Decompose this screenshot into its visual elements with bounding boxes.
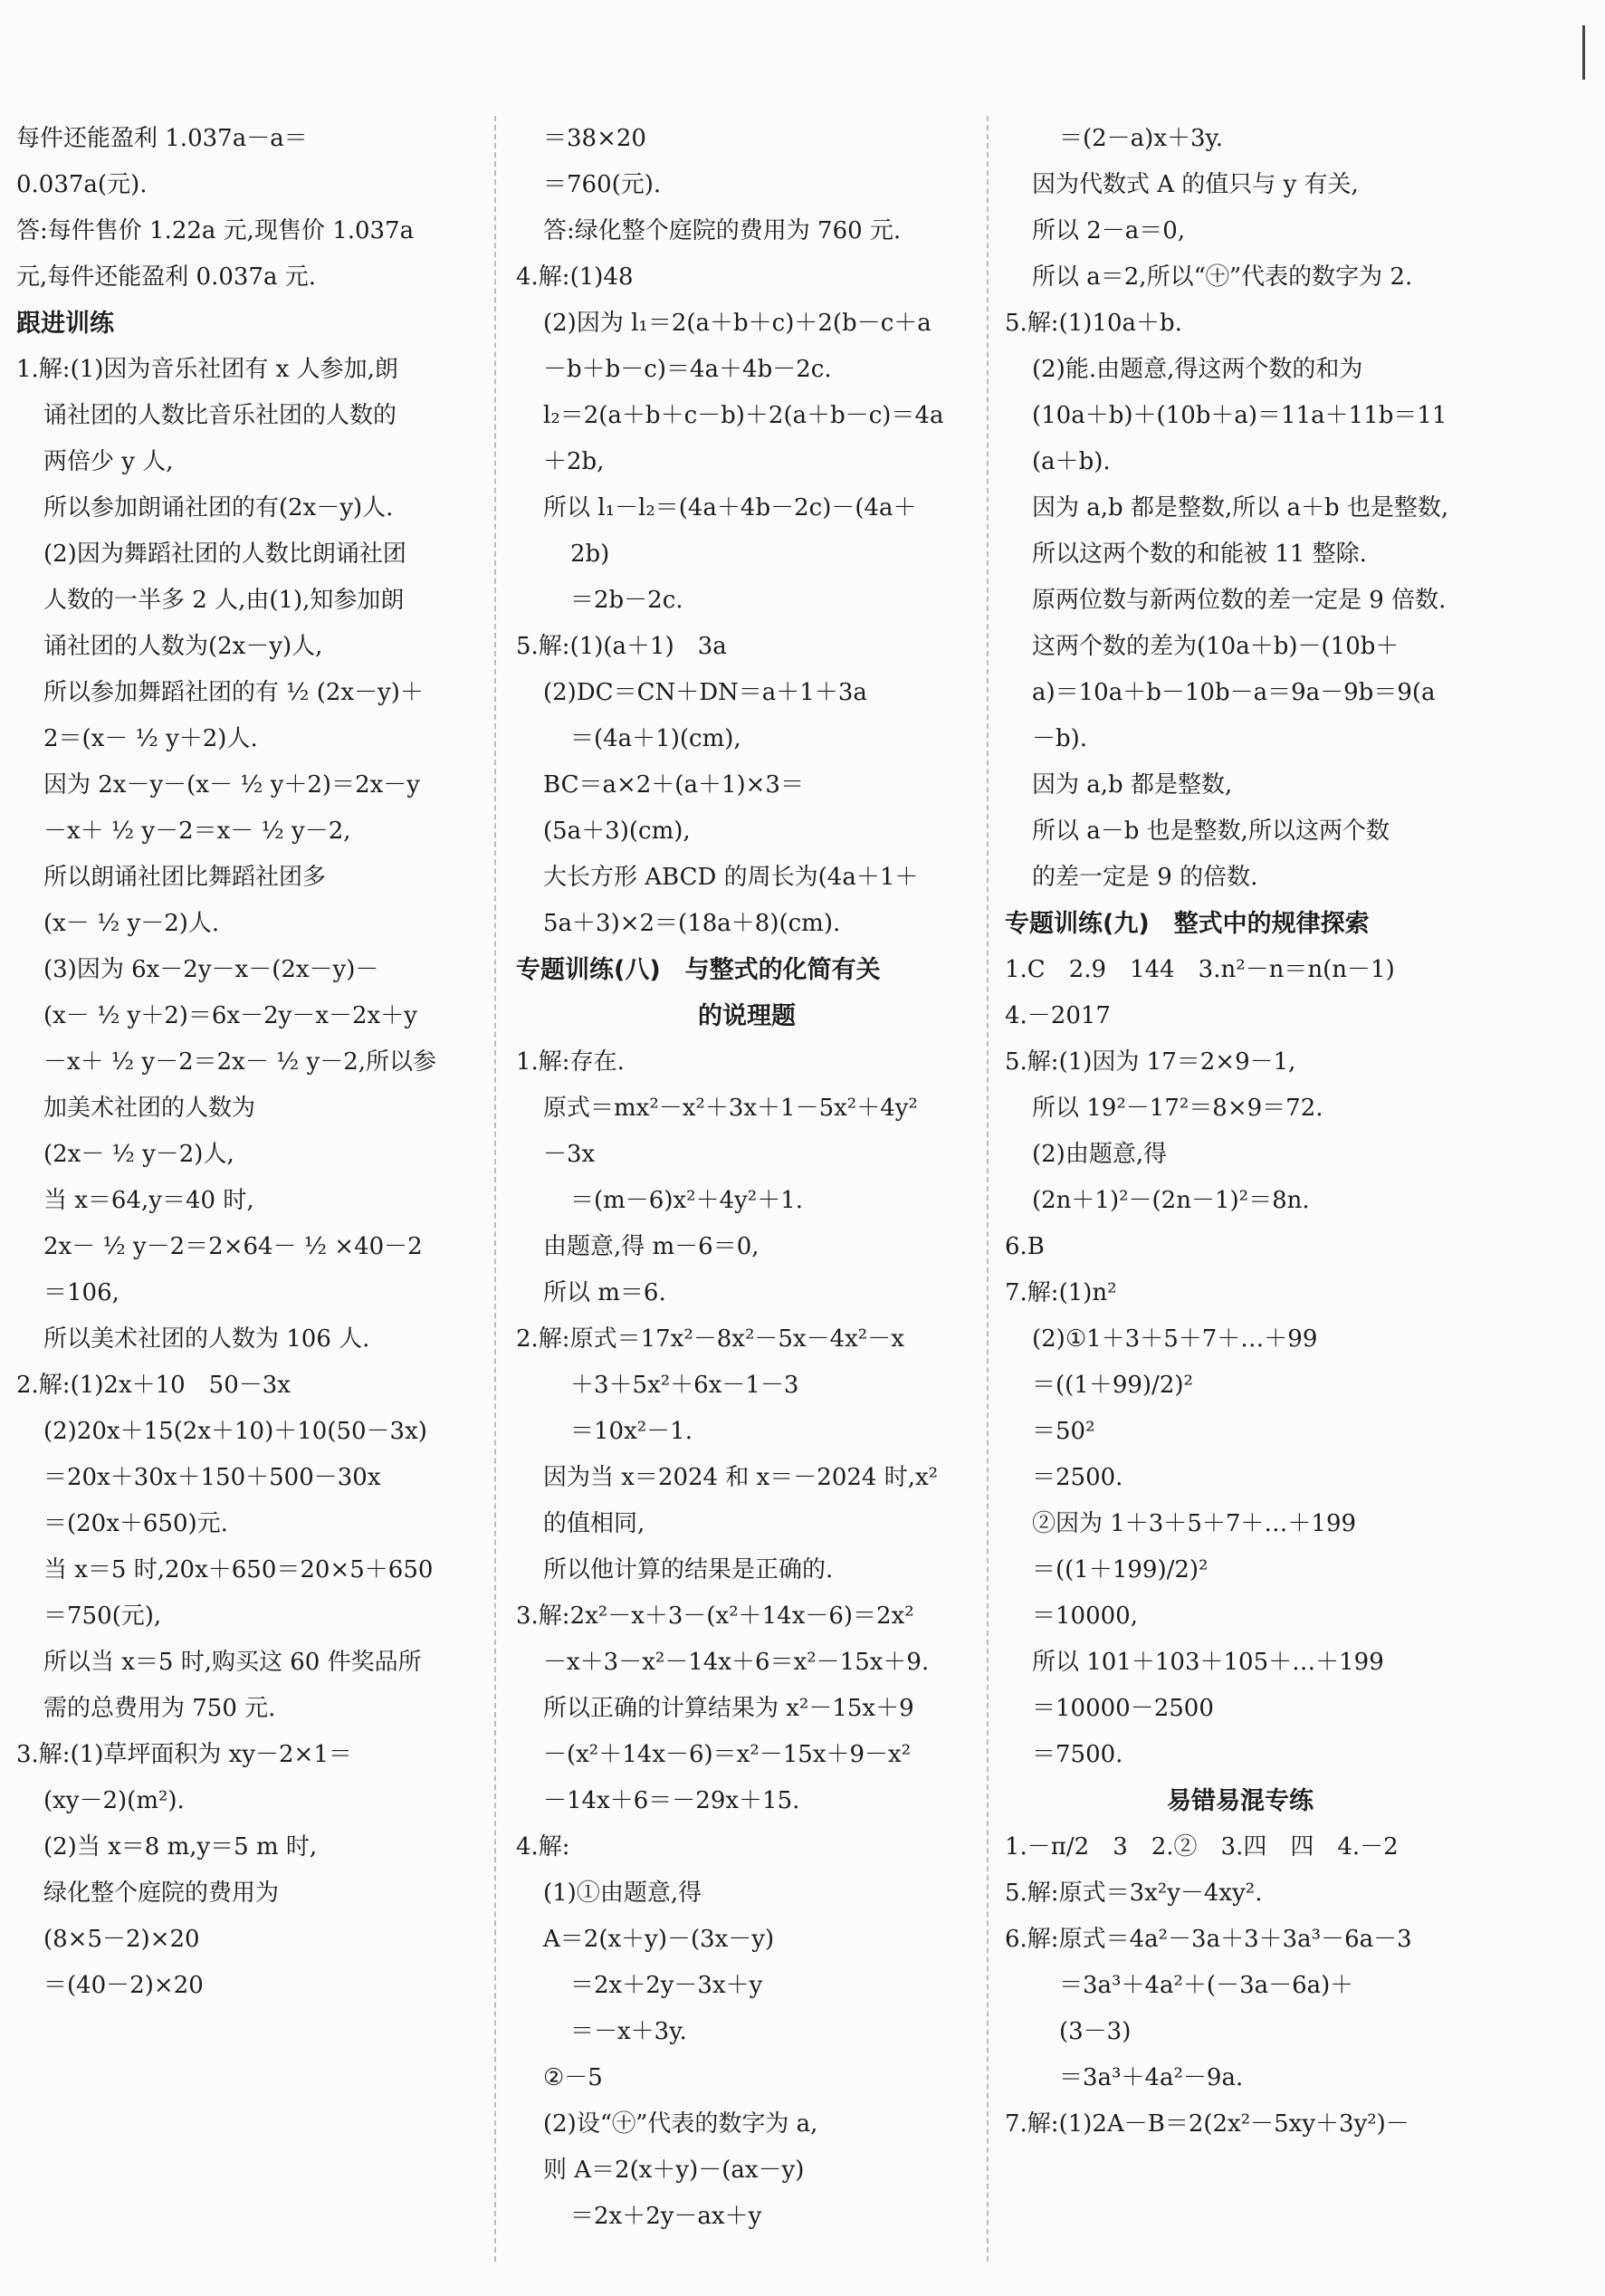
section-heading: 的说理题	[698, 1002, 796, 1030]
text-line: (x－ ½ y－2)人.	[43, 910, 220, 937]
text-line: 1.－π/2 3 2.② 3.四 四 4.－2	[1005, 1833, 1399, 1861]
text-line: (2n＋1)²－(2n－1)²＝8n.	[1032, 1187, 1310, 1214]
section-heading: 跟进训练	[16, 310, 114, 338]
text-line: －x＋3－x²－14x＋6＝x²－15x＋9.	[543, 1649, 930, 1676]
text-line: 2b)	[570, 541, 610, 568]
text-line: 因为 a,b 都是整数,	[1032, 771, 1233, 799]
text-line: l₂＝2(a＋b＋c－b)＋2(a＋b－c)＝4a	[543, 402, 944, 429]
text-line: ＝(m－6)x²＋4y²＋1.	[570, 1187, 804, 1214]
text-line: (1)①由题意,得	[543, 1880, 702, 1907]
text-line: －3x	[543, 1141, 596, 1168]
text-line: 所以他计算的结果是正确的.	[543, 1556, 834, 1583]
text-line: 1.C 2.9 144 3.n²－n＝n(n－1)	[1005, 956, 1395, 983]
text-line: ＝3a³＋4a²＋(－3a－6a)＋	[1059, 1972, 1354, 1999]
text-line: ＝38×20	[543, 125, 646, 152]
text-line: (2)当 x＝8 m,y＝5 m 时,	[43, 1833, 318, 1861]
text-line: 1.解:(1)因为音乐社团有 x 人参加,朗	[16, 356, 398, 383]
text-line: ＝(20x＋650)元.	[43, 1510, 228, 1537]
text-line: ＝106,	[43, 1279, 119, 1306]
text-line: (3－3)	[1059, 2018, 1132, 2045]
text-line: 0.037a(元).	[16, 171, 148, 198]
text-line: ＝2500.	[1032, 1464, 1123, 1491]
text-line: 3.解:2x²－x＋3－(x²＋14x－6)＝2x²	[516, 1602, 914, 1630]
text-line: ＋2b,	[543, 448, 605, 475]
text-line: ＝2x＋2y－ax＋y	[570, 2203, 762, 2230]
text-line: 人数的一半多 2 人,由(1),知参加朗	[43, 587, 405, 614]
text-line: ＝((1＋199)/2)²	[1032, 1556, 1209, 1583]
text-line: 所以 m＝6.	[543, 1279, 666, 1306]
text-line: 6.B	[1005, 1233, 1045, 1260]
text-line: 所以 l₁－l₂＝(4a＋4b－2c)－(4a＋	[543, 494, 917, 521]
text-line: 所以 19²－17²＝8×9＝72.	[1032, 1095, 1323, 1122]
text-line: －b＋b－c)＝4a＋4b－2c.	[543, 356, 832, 383]
text-line: 当 x＝64,y＝40 时,	[43, 1187, 254, 1214]
text-line: ＝2b－2c.	[570, 587, 683, 614]
text-line: (2)因为舞蹈社团的人数比朗诵社团	[43, 541, 406, 568]
section-heading: 易错易混专练	[1167, 1787, 1314, 1815]
text-line: 所以 2－a＝0,	[1032, 217, 1186, 244]
text-line: 6.解:原式＝4a²－3a＋3＋3a³－6a－3	[1005, 1926, 1412, 1953]
text-line: 2.解:原式＝17x²－8x²－5x－4x²－x	[516, 1325, 904, 1353]
column-1	[16, 116, 478, 2009]
text-line: 4.－2017	[1005, 1002, 1111, 1029]
text-line: (x－ ½ y＋2)＝6x－2y－x－2x＋y	[43, 1002, 417, 1029]
text-line: 答:绿化整个庭院的费用为 760 元.	[543, 217, 902, 244]
text-line: 所以这两个数的和能被 11 整除.	[1032, 541, 1367, 568]
text-line: (2)能.由题意,得这两个数的和为	[1032, 356, 1363, 383]
text-line: ＝7500.	[1032, 1741, 1123, 1768]
text-line: ＝2x＋2y－3x＋y	[570, 1972, 763, 1999]
text-line: 这两个数的差为(10a＋b)－(10b＋	[1032, 633, 1400, 660]
text-line: 诵社团的人数为(2x－y)人,	[43, 633, 323, 660]
text-line: 所以朗诵社团比舞蹈社团多	[43, 864, 327, 891]
text-line: (2)由题意,得	[1032, 1141, 1168, 1168]
text-line: 5.解:(1)因为 17＝2×9－1,	[1005, 1048, 1296, 1076]
text-line: 所以 101＋103＋105＋…＋199	[1032, 1649, 1384, 1676]
text-line: (2)20x＋15(2x＋10)＋10(50－3x)	[43, 1418, 427, 1445]
text-line: (2)因为 l₁＝2(a＋b＋c)＋2(b－c＋a	[543, 310, 931, 337]
text-line: (2)设“㊉”代表的数字为 a,	[543, 2110, 818, 2138]
text-line: 由题意,得 m－6＝0,	[543, 1233, 760, 1260]
text-line: 5.解:(1)(a＋1) 3a	[516, 633, 727, 660]
text-line: (2)①1＋3＋5＋7＋…＋99	[1032, 1325, 1318, 1353]
text-line: (2)DC＝CN＋DN＝a＋1＋3a	[543, 679, 867, 706]
page-edge-mark	[1582, 25, 1585, 80]
text-line: 答:每件售价 1.22a 元,现售价 1.037a	[16, 217, 415, 244]
text-line: ＋3＋5x²＋6x－1－3	[570, 1372, 799, 1399]
text-line: ＝((1＋99)/2)²	[1032, 1372, 1193, 1399]
text-line: 所以参加朗诵社团的有(2x－y)人.	[43, 494, 394, 521]
text-line: 绿化整个庭院的费用为	[43, 1880, 280, 1907]
text-line: 因为 a,b 都是整数,所以 a＋b 也是整数,	[1032, 494, 1449, 521]
text-line: 所以 a－b 也是整数,所以这两个数	[1032, 818, 1390, 845]
text-line: 5a＋3)×2＝(18a＋8)(cm).	[543, 910, 841, 937]
text-line: 原式＝mx²－x²＋3x＋1－5x²＋4y²	[543, 1095, 918, 1122]
text-line: 因为当 x＝2024 和 x＝－2024 时,x²	[543, 1464, 939, 1491]
text-line: －x＋ ½ y－2＝x－ ½ y－2,	[43, 818, 351, 845]
text-line: －b).	[1032, 725, 1088, 752]
text-line: 当 x＝5 时,20x＋650＝20×5＋650	[43, 1556, 434, 1583]
section-heading: 专题训练(八) 与整式的化简有关	[516, 956, 881, 984]
text-line: 所以当 x＝5 时,购买这 60 件奖品所	[43, 1649, 422, 1676]
text-line: 大长方形 ABCD 的周长为(4a＋1＋	[543, 864, 919, 891]
text-line: (10a＋b)＋(10b＋a)＝11a＋11b＝11	[1032, 402, 1447, 429]
text-line: －x＋ ½ y－2＝2x－ ½ y－2,所以参	[43, 1048, 437, 1076]
text-line: (2x－ ½ y－2)人,	[43, 1141, 234, 1168]
text-line: 元,每件还能盈利 0.037a 元.	[16, 263, 316, 291]
column-divider-1	[494, 116, 496, 2262]
text-line: (8×5－2)×20	[43, 1926, 200, 1953]
text-line: 5.解:原式＝3x²y－4xy².	[1005, 1880, 1263, 1907]
text-line: ＝(4a＋1)(cm),	[570, 725, 741, 752]
text-line: (xy－2)(m²).	[43, 1787, 185, 1814]
text-line: 7.解:(1)n²	[1005, 1279, 1117, 1306]
text-line: 2x－ ½ y－2＝2×64－ ½ ×40－2	[43, 1233, 423, 1260]
text-line: 4.解:(1)48	[516, 263, 634, 291]
text-line: 加美术社团的人数为	[43, 1095, 256, 1122]
text-line: ＝3a³＋4a²－9a.	[1059, 2064, 1244, 2091]
text-line: 7.解:(1)2A－B＝2(2x²－5xy＋3y²)－	[1005, 2110, 1409, 2138]
text-line: ＝50²	[1032, 1418, 1095, 1445]
text-line: 所以参加舞蹈社团的有 ½ (2x－y)＋	[43, 679, 424, 706]
text-line: 因为代数式 A 的值只与 y 有关,	[1032, 171, 1359, 198]
text-line: 两倍少 y 人,	[43, 448, 174, 475]
text-line: ＝－x＋3y.	[570, 2018, 687, 2045]
text-line: ＝10000－2500	[1032, 1695, 1214, 1722]
text-line: －14x＋6＝－29x＋15.	[543, 1787, 800, 1814]
text-line: (3)因为 6x－2y－x－(2x－y)－	[43, 956, 379, 983]
text-line: 3.解:(1)草坪面积为 xy－2×1＝	[16, 1741, 352, 1768]
text-line: 所以 a＝2,所以“㊉”代表的数字为 2.	[1032, 263, 1413, 291]
text-line: 所以美术社团的人数为 106 人.	[43, 1325, 370, 1353]
text-line: BC＝a×2＋(a＋1)×3＝	[543, 771, 804, 799]
column-3	[1005, 116, 1476, 2148]
text-line: －(x²＋14x－6)＝x²－15x＋9－x²	[543, 1741, 912, 1768]
text-line: 4.解:	[516, 1833, 570, 1861]
text-line: ②因为 1＋3＋5＋7＋…＋199	[1032, 1510, 1357, 1537]
text-line: ＝(2－a)x＋3y.	[1059, 125, 1224, 152]
text-line: 2.解:(1)2x＋10 50－3x	[16, 1372, 291, 1399]
text-line: (a＋b).	[1032, 448, 1111, 475]
text-line: 因为 2x－y－(x－ ½ y＋2)＝2x－y	[43, 771, 420, 799]
text-line: 5.解:(1)10a＋b.	[1005, 310, 1182, 337]
text-line: a)＝10a＋b－10b－a＝9a－9b＝9(a	[1032, 679, 1436, 706]
text-line: ＝750(元),	[43, 1602, 162, 1630]
text-line: ＝760(元).	[543, 171, 662, 198]
text-line: 2＝(x－ ½ y＋2)人.	[43, 725, 258, 752]
text-line: (5a＋3)(cm),	[543, 818, 691, 845]
column-divider-2	[987, 116, 989, 2262]
text-line: ＝10000,	[1032, 1602, 1138, 1630]
text-line: 每件还能盈利 1.037a－a＝	[16, 125, 308, 152]
text-line: 需的总费用为 750 元.	[43, 1695, 276, 1722]
text-line: 的差一定是 9 的倍数.	[1032, 864, 1258, 891]
text-line: 诵社团的人数比音乐社团的人数的	[43, 402, 397, 429]
text-line: 则 A＝2(x＋y)－(ax－y)	[543, 2157, 805, 2184]
text-line: 的值相同,	[543, 1510, 645, 1537]
section-heading: 专题训练(九) 整式中的规律探索	[1005, 910, 1370, 938]
text-line: A＝2(x＋y)－(3x－y)	[543, 1926, 775, 1953]
text-line: 所以正确的计算结果为 x²－15x＋9	[543, 1695, 914, 1722]
text-line: ＝10x²－1.	[570, 1418, 693, 1445]
text-line: ②－5	[543, 2064, 603, 2091]
column-2	[516, 116, 978, 2240]
text-line: 1.解:存在.	[516, 1048, 625, 1076]
text-line: ＝(40－2)×20	[43, 1972, 204, 1999]
text-line: ＝20x＋30x＋150＋500－30x	[43, 1464, 381, 1491]
text-line: 原两位数与新两位数的差一定是 9 倍数.	[1032, 587, 1447, 614]
